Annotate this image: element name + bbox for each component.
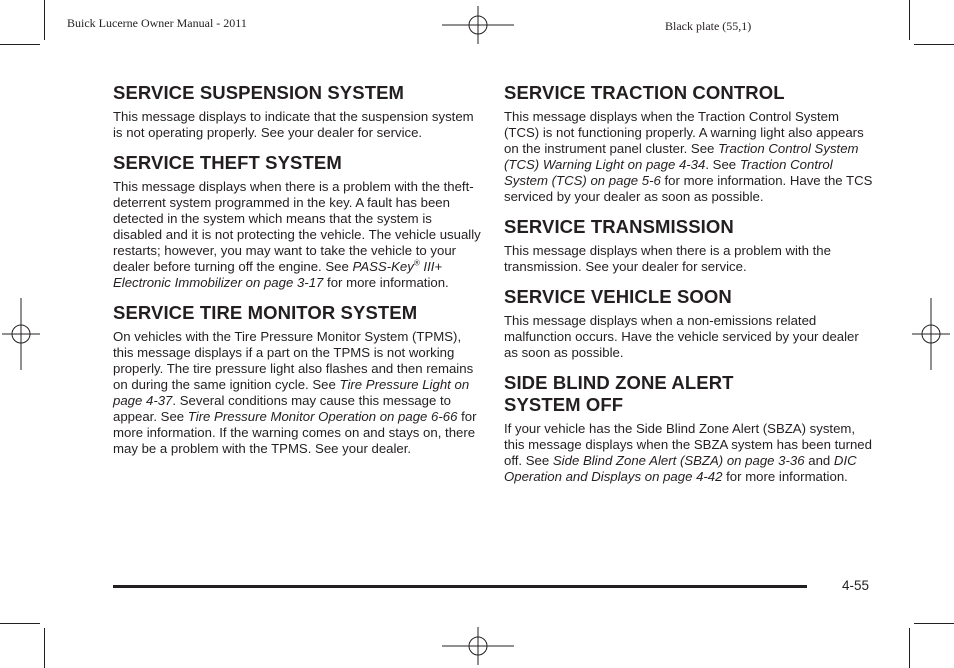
plate-label: Black plate (55,1) — [665, 19, 752, 33]
heading-service-traction: SERVICE TRACTION CONTROL — [504, 82, 785, 103]
heading-service-transmission: SERVICE TRANSMISSION — [504, 216, 734, 237]
heading-side-blind-zone-alert-off — [504, 372, 874, 416]
crop-mark-top-left-v — [44, 0, 45, 40]
cross-reference-text: PASS-Key — [352, 259, 414, 274]
cross-reference-tcs[interactable]: Traction Control System (TCS) on page 5-6 — [504, 157, 833, 188]
cross-reference-tpms-operation[interactable]: Tire Pressure Monitor Operation on page 6-66 — [187, 409, 458, 424]
crop-mark-bottom-right-h — [914, 623, 954, 624]
cross-reference-text: III+ Electronic Immobilizer on page 3-17 — [113, 259, 443, 290]
crop-mark-bottom-right-v — [909, 628, 910, 668]
text-segment: for more information. If the warning comes on and stays on, there may be a problem with the TPMS. See your dealer. — [113, 409, 477, 456]
cross-reference-tire-pressure-light[interactable]: Tire Pressure Light on page 4-37 — [113, 377, 470, 408]
registration-mark-top — [442, 6, 514, 44]
registration-mark-bottom — [442, 627, 514, 665]
footer-rule — [113, 585, 807, 588]
text-segment: for more information. — [722, 469, 848, 484]
registered-mark: ® — [413, 258, 420, 268]
paragraph-service-vehicle-soon: This message displays when a non-emissions related malfunction occurs. Have the vehicle serviced by your dealer as soon as possible. — [504, 313, 859, 360]
heading-service-suspension: SERVICE SUSPENSION SYSTEM — [113, 82, 405, 103]
crop-mark-top-left-h — [0, 44, 40, 45]
paragraph-service-tire-monitor — [113, 329, 481, 457]
cross-reference-tcs-warning-light[interactable]: Traction Control System (TCS) Warning Light on page 4-34 — [504, 141, 859, 172]
heading-service-theft: SERVICE THEFT SYSTEM — [113, 152, 342, 173]
cross-reference-dic-operation[interactable]: DIC Operation and Displays on page 4-42 — [504, 453, 857, 484]
registration-mark-right — [912, 298, 950, 370]
page-number: 4-55 — [842, 578, 870, 593]
text-segment: and — [804, 453, 834, 468]
text-segment: for more information. Have the TCS serviced by your dealer as soon as possible. — [504, 173, 873, 204]
heading-line: SIDE BLIND ZONE ALERT — [504, 372, 734, 393]
paragraph-side-blind-zone-alert-off — [504, 421, 874, 485]
crop-mark-top-right-v — [909, 0, 910, 40]
text-segment: This message displays when there is a problem with the theft-deterrent system programmed in the key. A fault has been detected in the system which means that the system is disabled and it is not protecting the vehicle. The vehicle usually restarts; however, you may want to take the vehicle to your dealer before turning off the engine. See — [113, 179, 481, 274]
text-segment: On vehicles with the Tire Pressure Monitor System (TPMS), this message displays if a part on the TPMS is not working properly. The tire pressure light also flashes and then remains on during the same ignition cycle. See — [113, 329, 474, 392]
left-column — [113, 82, 481, 468]
heading-service-vehicle-soon: SERVICE VEHICLE SOON — [504, 286, 732, 307]
text-segment: If your vehicle has the Side Blind Zone Alert (SBZA) system, this message displays when the SBZA system has been turned off. See — [504, 421, 872, 468]
heading-line: SYSTEM OFF — [504, 394, 624, 415]
registration-mark-left — [2, 298, 40, 370]
paragraph-service-traction — [504, 109, 874, 205]
paragraph-service-suspension: This message displays to indicate that the suspension system is not operating properly. See your dealer for service. — [113, 109, 474, 140]
right-column — [504, 82, 874, 496]
text-segment: for more information. — [323, 275, 449, 290]
text-segment: This message displays when the Traction Control System (TCS) is not functioning properly. A warning light also appears on the instrument panel cluster. See — [504, 109, 864, 156]
crop-mark-top-right-h — [914, 44, 954, 45]
crop-mark-bottom-left-v — [44, 628, 45, 668]
paragraph-service-transmission: This message displays when there is a problem with the transmission. See your dealer for service. — [504, 243, 831, 274]
manual-title: Buick Lucerne Owner Manual - 2011 — [67, 16, 247, 30]
text-segment: . Several conditions may cause this message to appear. See — [113, 393, 451, 424]
text-segment: . See — [705, 157, 740, 172]
paragraph-service-theft — [113, 179, 481, 291]
heading-service-tire-monitor: SERVICE TIRE MONITOR SYSTEM — [113, 302, 418, 323]
crop-mark-bottom-left-h — [0, 623, 40, 624]
cross-reference-sbza[interactable]: Side Blind Zone Alert (SBZA) on page 3-36 — [552, 453, 805, 468]
